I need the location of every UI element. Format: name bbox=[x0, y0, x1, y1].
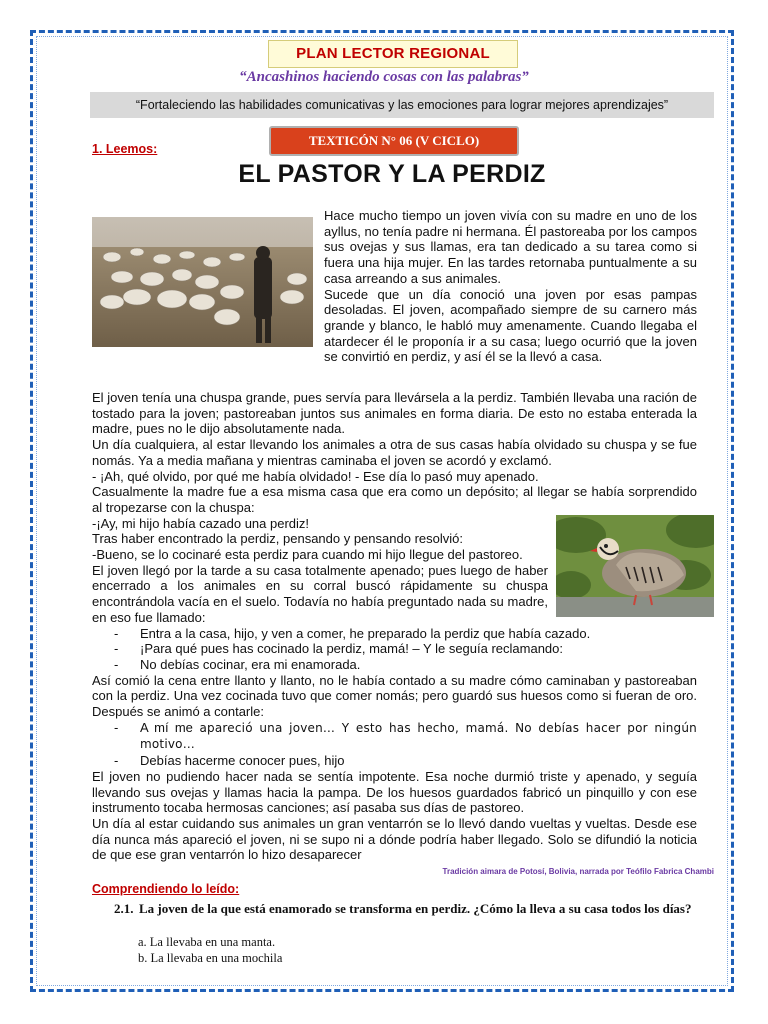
story-paragraph: Casualmente la madre fue a esa misma casa que era como un depósito; al llegar se había sorprendido al tropezarse con la chuspa: bbox=[92, 484, 697, 515]
story-credit: Tradición aimara de Potosí, Bolivia, narrada por Teófilo Fabrica Chambi bbox=[442, 867, 714, 876]
story-paragraph: -¡Ay, mi hijo había cazado una perdiz! bbox=[92, 515, 310, 531]
question-number: 2.1. bbox=[114, 901, 134, 916]
story-paragraph: Hace mucho tiempo un joven vivía con su madre en uno de los ayllus, no tenía padre ni hermana. Él pastoreaba por los campos sus ovejas y sus llamas, era tan dedicado a su tarea como si fuera una hija mujer. En las tardes retornaba puntualmente a su casa arreando a sus animales. bbox=[324, 208, 697, 286]
story-paragraph: Un día cualquiera, al estar llevando los animales a otra de sus casas había olvidado su chuspa y se fue nomás. Ya a media mañana y mientras caminaba el joven se acordó y exclamó. bbox=[92, 437, 697, 468]
banner: “Fortaleciendo las habilidades comunicativas y las emociones para lograr mejores aprendizajes” bbox=[90, 92, 714, 118]
story-paragraph: Un día al estar cuidando sus animales un gran ventarrón se lo llevó dando vueltas y vueltas. Desde ese día nunca más apareció el joven, ni se supo ni a dónde podría haber llegado. Solo se difundió la noticia de que ese gran ventarrón lo hizo desaparecer bbox=[92, 815, 697, 863]
story-paragraph: El joven llegó por la tarde a su casa totalmente apenado; pues luego de haber encerrado a los animales en su corral buscó rápidamente su chuspa encontrándola vacía en el suelo. Todavía no había preguntado nada su madre, en eso fue llamado: bbox=[92, 562, 548, 625]
story-paragraph: -Bueno, se lo cocinaré esta perdiz para cuando mi hijo llegue del pastoreo. bbox=[92, 547, 523, 563]
section-label-comprehension: Comprendiendo lo leído: bbox=[92, 882, 240, 896]
plan-title: PLAN LECTOR REGIONAL bbox=[268, 40, 518, 68]
dialogue-start: A mí me bbox=[140, 719, 193, 735]
question-2-1 bbox=[114, 901, 704, 917]
story-intro bbox=[324, 208, 697, 365]
story-paragraph: Así comió la cena entre llanto y llanto, no le había contado a su madre cómo caminaban y pastoreaban con la perdiz. Una vez cocinada tuvo que comer nomás; pero guardó sus huesos como si fueran de oro. Después se animó a contarle: bbox=[92, 672, 697, 720]
story-paragraph: El joven tenía una chuspa grande, pues servía para llevársela a la perdiz. También llevaba una ración de tostado para la joven; pastoreaban juntos sus animales en forma diaria. De esto no estaba enterada la madre, pues no le dijo absolutamente nada. bbox=[92, 390, 697, 437]
dialogue-line bbox=[92, 720, 697, 753]
answer-option-a[interactable]: a. La llevaba en una manta. bbox=[138, 935, 276, 949]
dialogue-line: - No debías cocinar, era mi enamorada. bbox=[92, 657, 697, 673]
section-label-leemos: 1. Leemos: bbox=[92, 142, 158, 156]
story-paragraph: Tras haber encontrado la perdiz, pensando y pensando resolvió: bbox=[92, 531, 463, 547]
slogan: “Ancashinos haciendo cosas con las palabras” bbox=[239, 69, 529, 85]
story-paragraph: El joven no pudiendo hacer nada se sentía impotente. Esa noche durmió triste y apenado, y seguía llevando sus ovejas y llamas hacia la pampa. De los huesos guardados fabricó un pinquillo y con ese instrumento tocaba hermosas canciones; así pasaba sus días de pastoreo. bbox=[92, 768, 697, 816]
story-body bbox=[92, 390, 697, 863]
texticon-badge: TEXTICÓN N° 06 (V CICLO) bbox=[269, 126, 519, 156]
story-paragraph: Sucede que un día conoció una joven por esas pampas desoladas. El joven, acompañado siempre de su carnero más grande y blanco, le habló muy amenamente. Cuando llegaba el atardecer él le proponía ir a su casa; luego ocurrió que la joven se convirtió en perdiz, y así él se la llevó a casa. bbox=[324, 286, 697, 365]
answer-option-b[interactable]: b. La llevaba en una mochila bbox=[138, 951, 283, 965]
dialogue-line: - Entra a la casa, hijo, y ven a comer, he preparado la perdiz que había cazado. bbox=[92, 626, 697, 642]
partridge-photo bbox=[556, 515, 714, 617]
answer-options bbox=[138, 934, 282, 966]
dialogue-line: - Debías hacerme conocer pues, hijo bbox=[92, 753, 697, 769]
dialogue-line: - ¡Para qué pues has cocinado la perdiz, mamá! – Y le seguía reclamando: bbox=[92, 641, 697, 657]
dialogue-continued: apareció una joven… Y esto has hecho, mamá. No debías hacer por ningún motivo… bbox=[140, 720, 697, 752]
question-text: La joven de la que está enamorado se transforma en perdiz. ¿Cómo la lleva a su casa todos los días? bbox=[139, 901, 692, 916]
story-title: EL PASTOR Y LA PERDIZ bbox=[238, 160, 546, 188]
story-paragraph: - ¡Ah, qué olvido, por qué me había olvidado! - Ese día lo pasó muy apenado. bbox=[92, 468, 539, 484]
shepherd-photo bbox=[92, 217, 313, 347]
